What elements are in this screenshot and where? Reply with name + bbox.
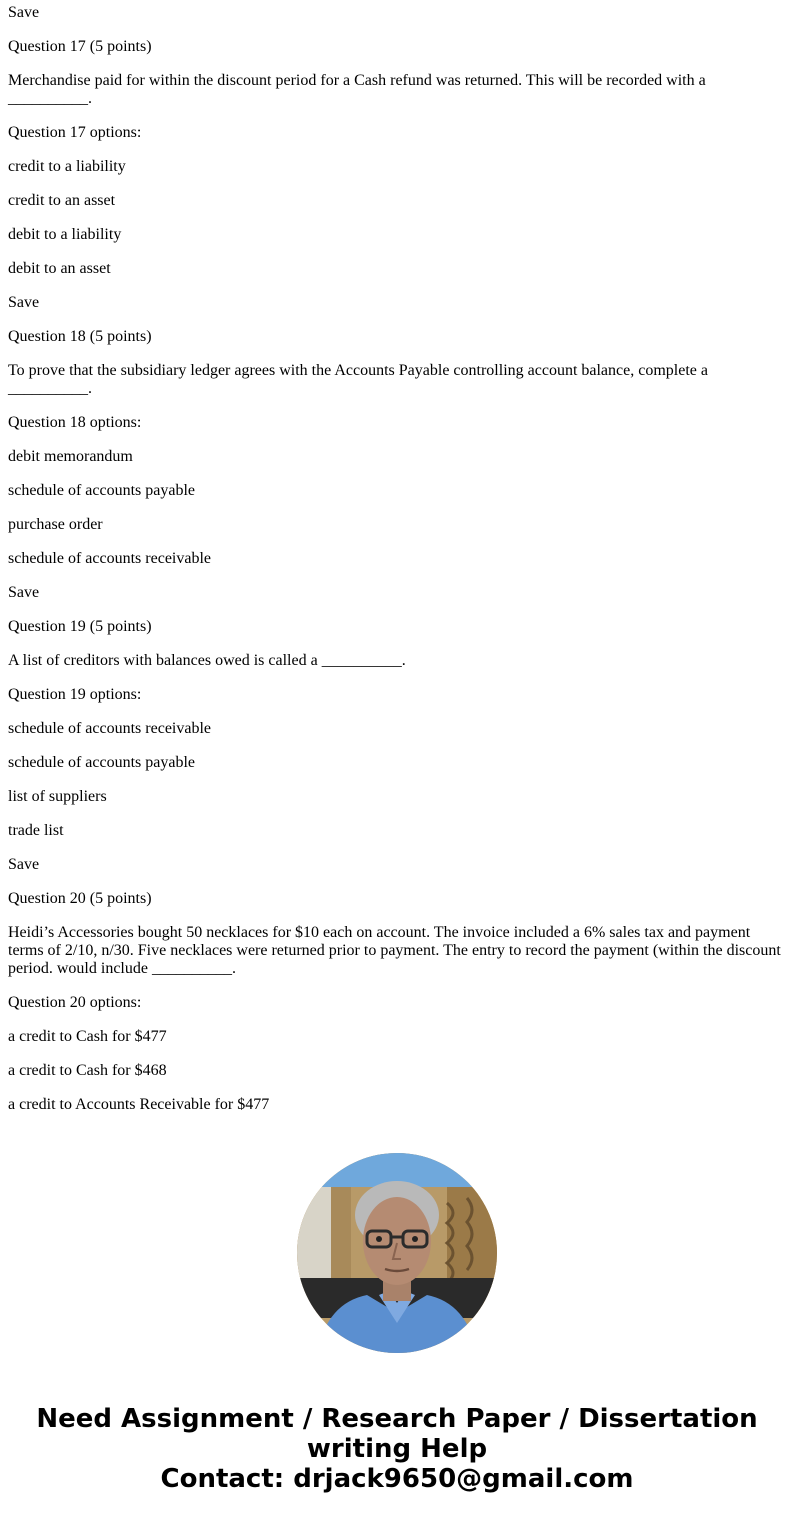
save-link[interactable]: Save: [8, 4, 40, 21]
question-18-option-2[interactable]: schedule of accounts payable: [8, 482, 196, 499]
question-18-option-1[interactable]: debit memorandum: [8, 448, 133, 465]
question-19-heading: Question 19 (5 points): [8, 618, 152, 635]
save-link[interactable]: Save: [8, 294, 40, 311]
question-19-text: A list of creditors with balances owed is called a __________.: [8, 652, 406, 669]
question-20-option-1[interactable]: a credit to Cash for $477: [8, 1028, 167, 1045]
question-18-option-4[interactable]: schedule of accounts receivable: [8, 550, 212, 567]
promo-line-1: Need Assignment / Research Paper / Dissertation: [36, 1404, 758, 1434]
question-17-option-3[interactable]: debit to a liability: [8, 226, 122, 243]
question-17-text: Merchandise paid for within the discount period for a Cash refund was returned. This will be recorded with a __________.: [8, 72, 706, 107]
tutor-avatar: [297, 1153, 497, 1353]
promo-line-2: writing Help: [306, 1434, 488, 1464]
question-18-text: To prove that the subsidiary ledger agrees with the Accounts Payable controlling account balance, complete a __________.: [8, 362, 708, 397]
question-18-options-label: Question 18 options:: [8, 414, 142, 431]
portrait-image: [297, 1153, 497, 1353]
question-20-text: Heidi’s Accessories bought 50 necklaces for $10 each on account. The invoice included a 6% sales tax and payment terms of 2/10, n/30. Five necklaces were returned prior to payment. The entry to record the payment (within the discount period. would include __________.: [8, 924, 781, 977]
promo-footer: [0, 1404, 794, 1494]
question-17-option-4[interactable]: debit to an asset: [8, 260, 111, 277]
save-link[interactable]: Save: [8, 584, 40, 601]
question-17-option-2[interactable]: credit to an asset: [8, 192, 116, 209]
question-17-option-1[interactable]: credit to a liability: [8, 158, 126, 175]
question-17-heading: Question 17 (5 points): [8, 38, 152, 55]
save-link[interactable]: Save: [8, 856, 40, 873]
question-18-option-3[interactable]: purchase order: [8, 516, 103, 533]
question-20-option-3[interactable]: a credit to Accounts Receivable for $477: [8, 1096, 270, 1113]
question-20-heading: Question 20 (5 points): [8, 890, 152, 907]
question-19-option-3[interactable]: list of suppliers: [8, 788, 107, 805]
promo-contact[interactable]: Contact: drjack9650@gmail.com: [160, 1464, 634, 1494]
question-17-options-label: Question 17 options:: [8, 124, 142, 141]
question-20-option-2[interactable]: a credit to Cash for $468: [8, 1062, 167, 1079]
question-19-option-2[interactable]: schedule of accounts payable: [8, 754, 196, 771]
question-19-options-label: Question 19 options:: [8, 686, 142, 703]
question-19-option-4[interactable]: trade list: [8, 822, 64, 839]
question-18-heading: Question 18 (5 points): [8, 328, 152, 345]
question-19-option-1[interactable]: schedule of accounts receivable: [8, 720, 212, 737]
question-20-options-label: Question 20 options:: [8, 994, 142, 1011]
